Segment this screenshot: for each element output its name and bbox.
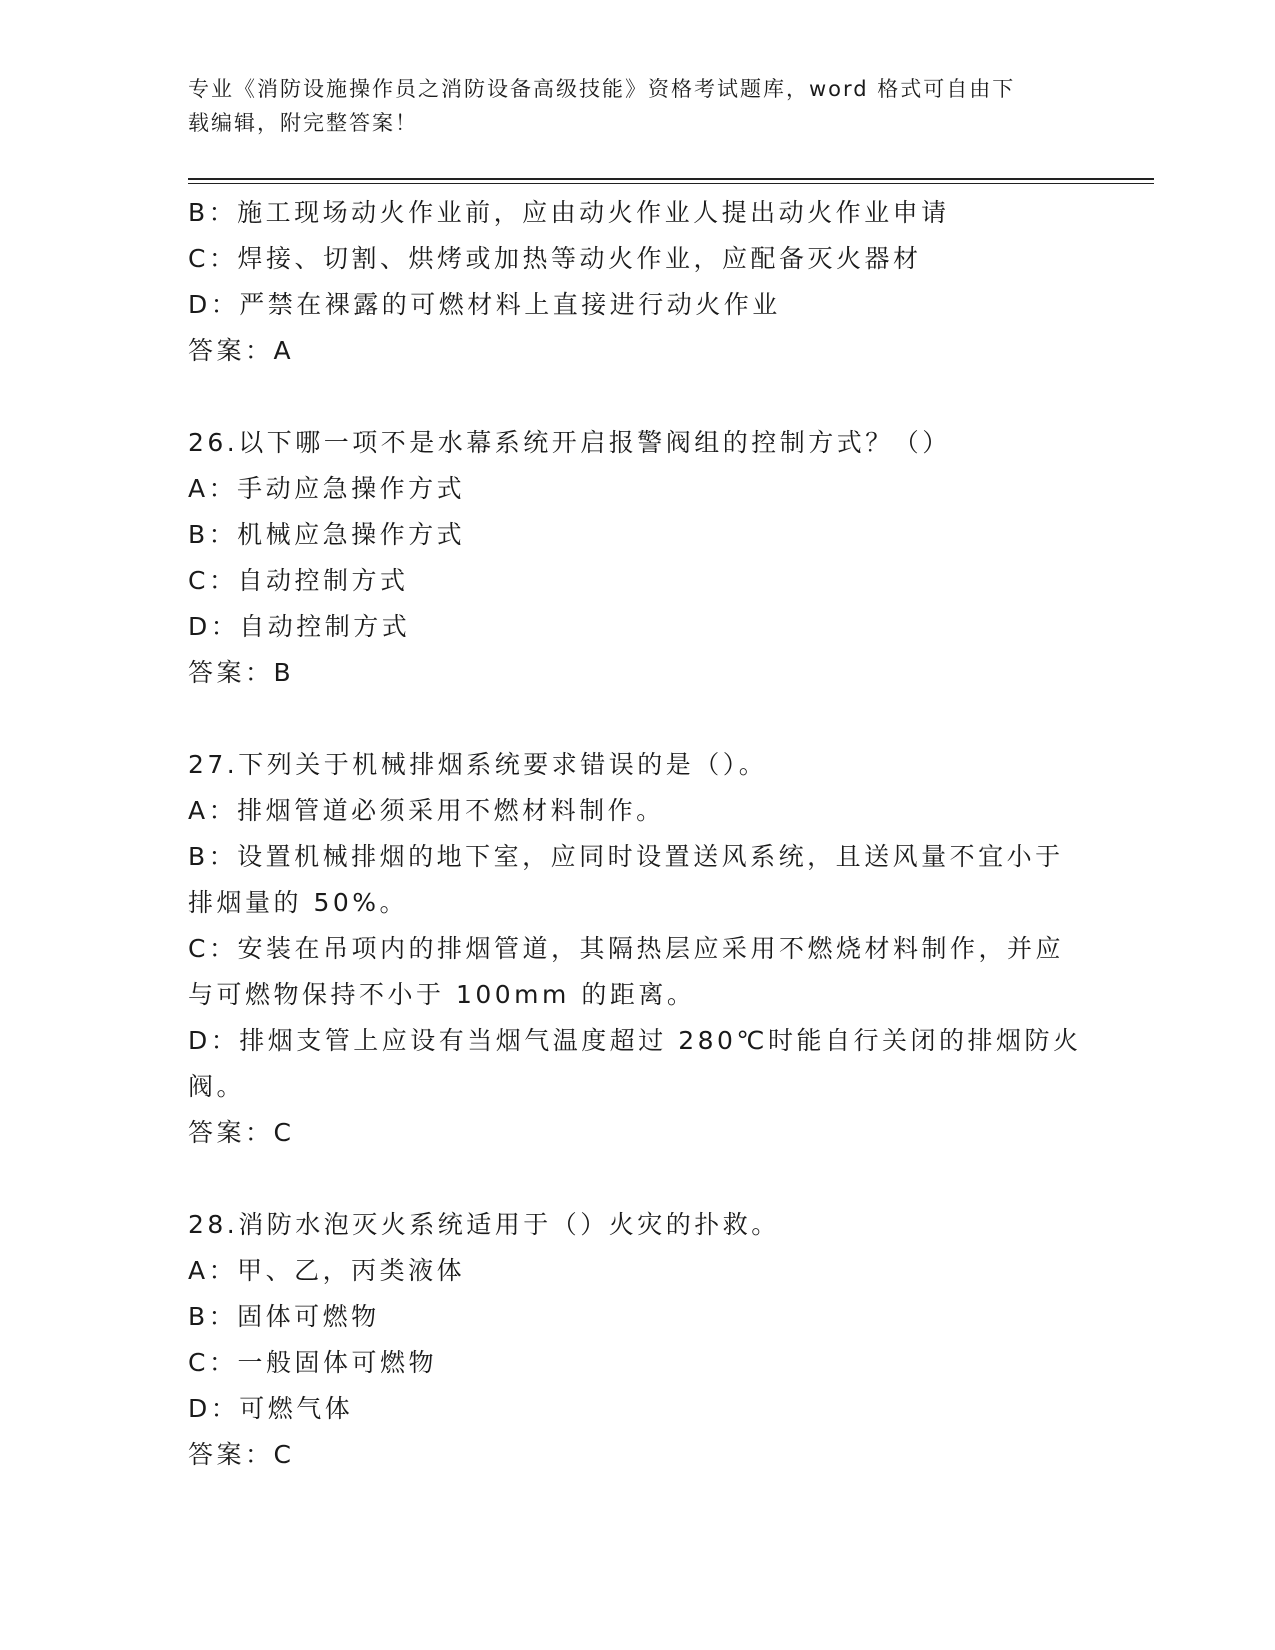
option-a: A：排烟管道必须采用不燃材料制作。 xyxy=(188,796,665,825)
spacer xyxy=(188,696,1088,742)
option-b: B：机械应急操作方式 xyxy=(188,520,466,549)
question-list xyxy=(188,190,1088,1478)
option-b: B：施工现场动火作业前，应由动火作业人提出动火作业申请 xyxy=(188,198,950,227)
question-block-26 xyxy=(188,420,1088,696)
answer-label: 答案：C xyxy=(188,1118,295,1147)
question-block-25 xyxy=(188,190,1088,374)
question-text: 27.下列关于机械排烟系统要求错误的是（）。 xyxy=(188,750,768,779)
option-d: D：可燃气体 xyxy=(188,1394,354,1423)
header-line-2: 载编辑，附完整答案！ xyxy=(188,111,418,135)
header-rule-thick xyxy=(188,178,1154,180)
answer-label: 答案：C xyxy=(188,1440,295,1469)
option-c-line-2: 与可燃物保持不小于 100mm 的距离。 xyxy=(188,980,696,1009)
option-d-line-1: D：排烟支管上应设有当烟气温度超过 280℃时能自行关闭的排烟防火 xyxy=(188,1026,1082,1055)
option-a: A：甲、乙，丙类液体 xyxy=(188,1256,466,1285)
question-text: 26.以下哪一项不是水幕系统开启报警阀组的控制方式？（） xyxy=(188,428,951,457)
option-c: C：一般固体可燃物 xyxy=(188,1348,437,1377)
header-line-1: 专业《消防设施操作员之消防设备高级技能》资格考试题库，word 格式可自由下 xyxy=(188,77,1016,101)
option-d: D：自动控制方式 xyxy=(188,612,411,641)
header-rule-thin xyxy=(188,183,1154,184)
option-d: D：严禁在裸露的可燃材料上直接进行动火作业 xyxy=(188,290,781,319)
option-c-line-1: C：安装在吊项内的排烟管道，其隔热层应采用不燃烧材料制作，并应 xyxy=(188,934,1064,963)
question-block-28 xyxy=(188,1202,1088,1478)
option-a: A：手动应急操作方式 xyxy=(188,474,466,503)
document-header xyxy=(188,72,1068,140)
option-c: C：焊接、切割、烘烤或加热等动火作业，应配备灭火器材 xyxy=(188,244,922,273)
option-d-line-2: 阀。 xyxy=(188,1072,246,1101)
option-c: C：自动控制方式 xyxy=(188,566,409,595)
option-b-line-2: 排烟量的 50%。 xyxy=(188,888,409,917)
answer-label: 答案：B xyxy=(188,658,295,687)
spacer xyxy=(188,1156,1088,1202)
option-b-line-1: B：设置机械排烟的地下室，应同时设置送风系统，且送风量不宜小于 xyxy=(188,842,1064,871)
question-text: 28.消防水泡灭火系统适用于（）火灾的扑救。 xyxy=(188,1210,780,1239)
spacer xyxy=(188,374,1088,420)
answer-label: 答案：A xyxy=(188,336,295,365)
option-b: B：固体可燃物 xyxy=(188,1302,380,1331)
question-block-27 xyxy=(188,742,1088,1156)
